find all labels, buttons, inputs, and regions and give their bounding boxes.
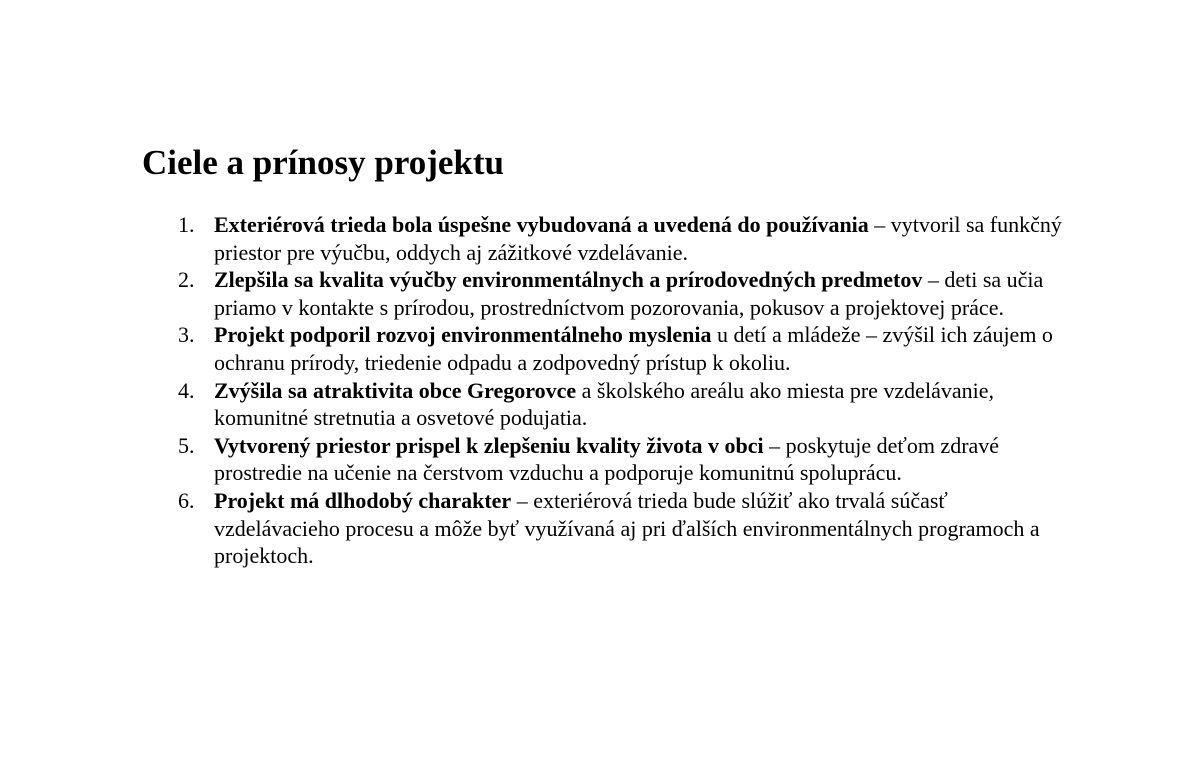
- list-item-number: 5.: [178, 432, 195, 458]
- list-item: [142, 211, 1062, 266]
- list-item-text: – poskytuje deťom zdravé prostredie na učenie na čerstvom vzduchu a podporuje komunitnú spoluprácu.: [214, 432, 1000, 486]
- list-item-lead: Projekt podporil rozvoj environmentálneho myslenia: [214, 322, 712, 348]
- list-item-text: – exteriérová trieda bude slúžiť ako trvalá súčasť vzdelávacieho procesu a môže byť využívaná aj pri ďalších environmentálnych programoch a projektoch.: [214, 487, 1040, 569]
- list-item-lead: Vytvorený priestor prispel k zlepšeniu kvality života v obci: [214, 432, 764, 458]
- list-item-text: u detí a mládeže – zvýšil ich záujem o ochranu prírody, triedenie odpadu a zodpovedný prístup k okoliu.: [214, 322, 1053, 375]
- list-item-number: 6.: [178, 487, 195, 513]
- list-item-text: a školského areálu ako miesta pre vzdelávanie, komunitné stretnutia a osvetové podujatia.: [214, 377, 994, 431]
- list-item-lead: Projekt má dlhodobý charakter: [214, 487, 512, 513]
- list-item-text: – deti sa učia priamo v kontakte s prírodou, prostredníctvom pozorovania, pokusov a projektovej práce.: [214, 267, 1044, 320]
- list-item-number: 2.: [178, 267, 195, 293]
- list-item: [142, 432, 1062, 487]
- list-item: [142, 266, 1062, 321]
- list-item-lead: Exteriérová trieda bola úspešne vybudovaná a uvedená do používania: [214, 212, 869, 237]
- page-title: Ciele a prínosy projektu: [142, 143, 504, 182]
- list-item-number: 4.: [178, 377, 195, 403]
- list-item-lead: Zlepšila sa kvalita výučby environmentálnych a prírodovedných predmetov: [214, 267, 923, 293]
- list-item: [142, 377, 1062, 432]
- list-item: [142, 321, 1062, 376]
- list-item: [142, 487, 1062, 570]
- list-item-lead: Zvýšila sa atraktivita obce Gregorovce: [214, 377, 577, 403]
- list-item-text: – vytvoril sa funkčný priestor pre výučbu, oddych aj zážitkové vzdelávanie.: [214, 212, 1062, 265]
- list-item-number: 1.: [178, 212, 195, 237]
- goals-list: [142, 211, 1062, 570]
- list-item-number: 3.: [178, 322, 195, 348]
